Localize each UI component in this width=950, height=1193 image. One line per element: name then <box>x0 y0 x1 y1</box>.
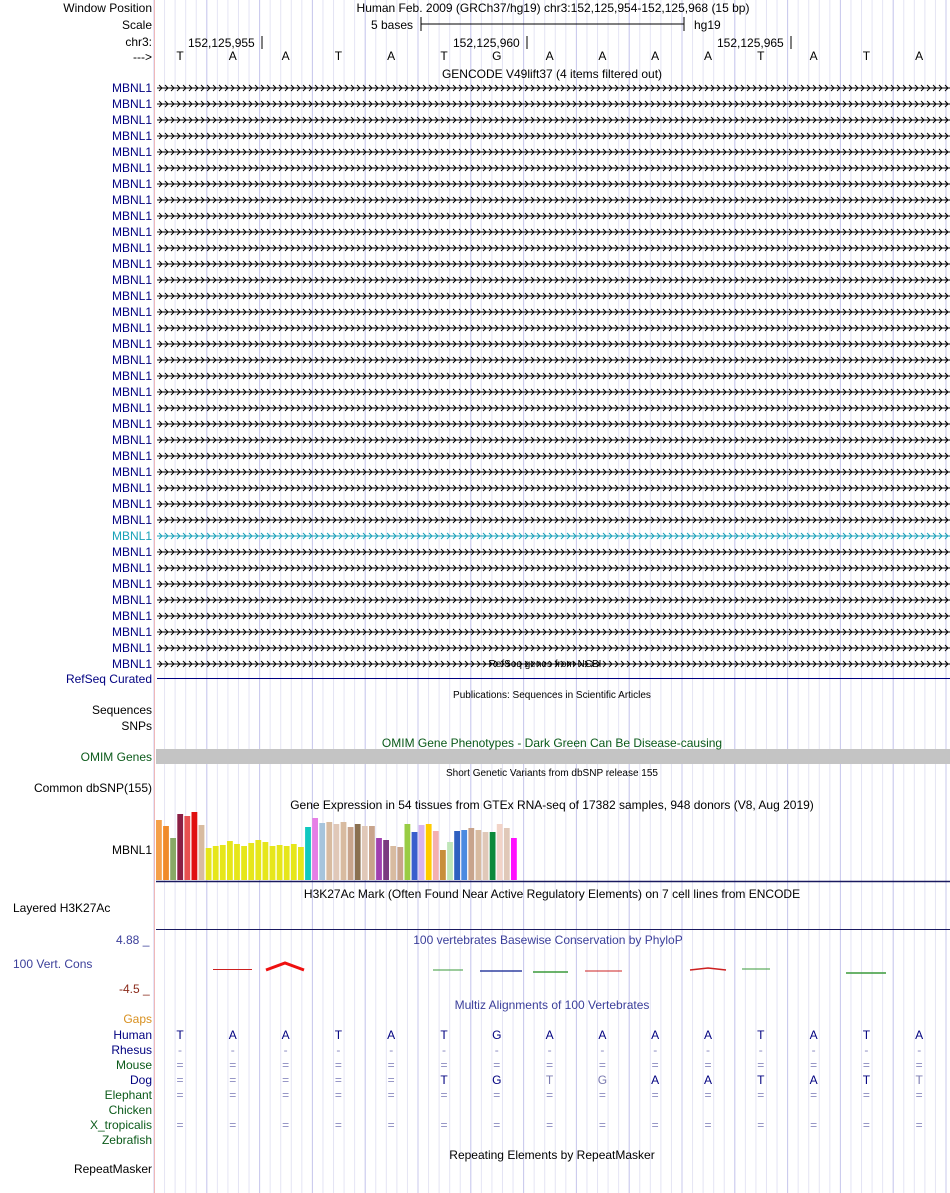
gtex-bar <box>305 827 311 880</box>
alignment-base: - <box>706 1043 710 1057</box>
alignment-base: = <box>493 1118 501 1132</box>
alignment-base: = <box>334 1088 342 1102</box>
alignment-base: T <box>862 1073 871 1087</box>
gtex-bar <box>483 832 489 880</box>
alignment-base: = <box>915 1118 923 1132</box>
h3k27ac-track-label[interactable]: Layered H3K27Ac <box>13 901 111 915</box>
gencode-gene-label[interactable]: MBNL1 <box>111 257 152 271</box>
alignment-base: = <box>704 1058 712 1072</box>
gtex-bar <box>163 826 169 880</box>
omim-track-label[interactable]: OMIM Genes <box>80 750 152 764</box>
gencode-gene-label[interactable]: MBNL1 <box>111 577 152 591</box>
alignment-base: = <box>704 1118 712 1132</box>
alignment-base: = <box>810 1118 818 1132</box>
alignment-base: - <box>758 1043 763 1057</box>
alignment-base: = <box>176 1088 184 1102</box>
alignment-base: T <box>440 1028 448 1042</box>
alignment-base: = <box>334 1118 342 1132</box>
alignment-base: - <box>389 1043 394 1057</box>
multiz-species-label[interactable]: Elephant <box>104 1088 152 1102</box>
dbsnp-track-title[interactable]: Short Genetic Variants from dbSNP release 155 <box>446 768 658 779</box>
gtex-bar <box>199 825 205 880</box>
gtex-bar <box>206 848 212 880</box>
base-letter: T <box>176 49 184 63</box>
phylop-peak <box>266 963 304 970</box>
gtex-bar <box>369 826 375 880</box>
gtex-bar <box>412 832 418 880</box>
gtex-bar <box>255 840 261 880</box>
base-letter: A <box>228 49 237 63</box>
phylop-track-label[interactable]: 100 Vert. Cons <box>13 957 93 971</box>
gencode-gene-label[interactable]: MBNL1 <box>111 225 152 239</box>
alignment-base: = <box>915 1058 923 1072</box>
scale-label: Scale <box>121 18 152 32</box>
gtex-bar <box>170 838 176 880</box>
gencode-gene-label[interactable]: MBNL1 <box>111 289 152 303</box>
alignment-base: = <box>440 1088 448 1102</box>
alignment-base: = <box>282 1073 290 1087</box>
gtex-bar <box>490 832 496 880</box>
alignment-base: = <box>704 1088 712 1102</box>
alignment-base: = <box>493 1088 501 1102</box>
gtex-bar <box>426 824 432 880</box>
phylop-max-label: 4.88 _ <box>116 933 150 947</box>
gtex-bar <box>156 820 162 880</box>
base-letter: A <box>387 49 396 63</box>
alignment-base: T <box>440 1073 448 1087</box>
alignment-base: T <box>176 1028 184 1042</box>
gencode-gene-label[interactable]: MBNL1 <box>111 497 152 511</box>
gencode-gene-label[interactable]: MBNL1 <box>111 321 152 335</box>
alignment-base: = <box>387 1058 395 1072</box>
chrom-label: chr3: <box>125 35 152 49</box>
alignment-base: = <box>334 1073 342 1087</box>
repeatmasker-track-label[interactable]: RepeatMasker <box>73 1162 152 1176</box>
alignment-base: T <box>545 1073 554 1087</box>
gtex-bar <box>277 845 283 880</box>
gencode-gene-label[interactable]: MBNL1 <box>111 337 152 351</box>
alignment-base: A <box>809 1028 818 1042</box>
alignment-base: - <box>600 1043 605 1057</box>
gencode-gene-label[interactable]: MBNL1 <box>111 241 152 255</box>
refseq-track-label[interactable]: RefSeq Curated <box>65 672 152 686</box>
sequences-track-label[interactable]: Sequences <box>91 703 152 717</box>
gencode-gene-label[interactable]: MBNL1 <box>111 449 152 463</box>
assembly-label: hg19 <box>694 18 721 32</box>
alignment-base: = <box>651 1088 659 1102</box>
position-tick-label: 152,125,955 <box>188 36 255 50</box>
alignment-base: = <box>862 1058 870 1072</box>
alignment-base: T <box>757 1073 765 1087</box>
alignment-base: = <box>176 1058 184 1072</box>
gtex-bar <box>390 846 396 880</box>
dbsnp-track-label[interactable]: Common dbSNP(155) <box>33 781 152 795</box>
alignment-base: = <box>176 1118 184 1132</box>
alignment-base: = <box>862 1118 870 1132</box>
alignment-base: - <box>230 1043 235 1057</box>
alignment-base: G <box>597 1073 608 1087</box>
position-tick-label: 152,125,960 <box>453 36 520 50</box>
strand-label: ---> <box>133 50 152 64</box>
alignment-base: = <box>440 1118 448 1132</box>
alignment-base: = <box>598 1058 606 1072</box>
alignment-base: = <box>546 1058 554 1072</box>
gencode-gene-label[interactable]: MBNL1 <box>111 81 152 95</box>
gencode-gene-label[interactable]: MBNL1 <box>111 161 152 175</box>
gencode-gene-label[interactable]: MBNL1 <box>111 433 152 447</box>
alignment-base: - <box>864 1043 869 1057</box>
phylop-min-label: -4.5 _ <box>119 982 150 996</box>
alignment-base: = <box>229 1073 237 1087</box>
alignment-base: = <box>387 1088 395 1102</box>
alignment-base: = <box>598 1118 606 1132</box>
gtex-bar <box>177 814 183 880</box>
alignment-base: T <box>757 1028 765 1042</box>
alignment-base: A <box>598 1028 607 1042</box>
gtex-bar <box>383 840 389 880</box>
gtex-bar <box>497 824 503 880</box>
base-letter: A <box>281 49 290 63</box>
multiz-species-label[interactable]: Chicken <box>108 1103 152 1117</box>
gtex-bar <box>234 844 240 880</box>
alignment-base: = <box>862 1088 870 1102</box>
gencode-track-title[interactable]: GENCODE V49lift37 (4 items filtered out) <box>441 67 663 81</box>
gtex-bar <box>241 846 247 880</box>
gencode-gene-label[interactable]: MBNL1 <box>111 193 152 207</box>
gtex-bar <box>298 847 304 880</box>
alignment-base: - <box>494 1043 499 1057</box>
scale-text: 5 bases <box>371 18 414 32</box>
base-letter: T <box>757 49 765 63</box>
gtex-bar <box>376 838 382 880</box>
alignment-base: = <box>810 1058 818 1072</box>
alignment-base: - <box>917 1043 922 1057</box>
gtex-bar <box>334 824 340 880</box>
alignment-base: A <box>703 1073 713 1087</box>
base-letter: T <box>334 49 343 63</box>
gtex-bar <box>419 825 425 880</box>
alignment-base: G <box>492 1028 502 1042</box>
gencode-gene-label[interactable]: MBNL1 <box>111 529 152 543</box>
gtex-bar <box>461 830 467 880</box>
gencode-gene-label[interactable]: MBNL1 <box>111 481 152 495</box>
gtex-bar <box>326 822 332 880</box>
gtex-bar <box>220 845 226 880</box>
alignment-base: = <box>176 1073 184 1087</box>
multiz-track-title[interactable]: Multiz Alignments of 100 Vertebrates <box>454 998 650 1012</box>
alignment-base: A <box>651 1028 660 1042</box>
gencode-gene-label[interactable]: MBNL1 <box>111 465 152 479</box>
alignment-base: A <box>228 1028 237 1042</box>
alignment-base: = <box>546 1088 554 1102</box>
gencode-gene-label[interactable]: MBNL1 <box>111 353 152 367</box>
gencode-gene-label[interactable]: MBNL1 <box>111 401 152 415</box>
alignment-base: = <box>757 1058 765 1072</box>
alignment-base: A <box>651 1073 660 1087</box>
alignment-base: = <box>387 1118 395 1132</box>
window-position-label: Window Position <box>63 1 152 15</box>
alignment-base: A <box>809 1073 818 1087</box>
gtex-bar <box>213 846 219 880</box>
position-tick-label: 152,125,965 <box>717 36 784 50</box>
gencode-gene-label[interactable]: MBNL1 <box>111 97 152 111</box>
multiz-species-label[interactable]: Human <box>113 1028 152 1042</box>
gtex-bar <box>397 847 403 880</box>
base-letter: A <box>545 49 554 63</box>
alignment-base: = <box>757 1118 765 1132</box>
alignment-base: = <box>282 1118 290 1132</box>
gencode-gene-label[interactable]: MBNL1 <box>111 561 152 575</box>
base-letter: A <box>598 49 607 63</box>
gencode-gene-label[interactable]: MBNL1 <box>111 369 152 383</box>
gtex-bar <box>263 842 269 880</box>
alignment-base: = <box>493 1058 501 1072</box>
multiz-species-label[interactable]: X_tropicalis <box>89 1118 152 1132</box>
gencode-gene-label[interactable]: MBNL1 <box>111 305 152 319</box>
alignment-base: = <box>229 1118 237 1132</box>
alignment-base: A <box>281 1028 290 1042</box>
alignment-base: = <box>387 1073 395 1087</box>
gtex-bar <box>227 841 233 880</box>
gencode-gene-label[interactable]: MBNL1 <box>111 129 152 143</box>
base-letter: A <box>651 49 660 63</box>
gtex-bar <box>355 824 361 880</box>
gencode-gene-label[interactable]: MBNL1 <box>111 177 152 191</box>
alignment-base: T <box>915 1073 923 1087</box>
gtex-bar <box>447 842 453 880</box>
gencode-gene-label[interactable]: MBNL1 <box>111 657 152 671</box>
alignment-base: A <box>915 1028 924 1042</box>
alignment-base: = <box>757 1088 765 1102</box>
alignment-base: = <box>810 1088 818 1102</box>
gtex-bar <box>433 831 439 880</box>
gtex-bar <box>319 823 325 880</box>
alignment-base: - <box>811 1043 816 1057</box>
gencode-gene-label[interactable]: MBNL1 <box>111 385 152 399</box>
gtex-bar <box>192 812 198 880</box>
publications-track-title[interactable]: Publications: Sequences in Scientific Articles <box>453 690 651 701</box>
alignment-base: A <box>387 1028 396 1042</box>
gencode-gene-label[interactable]: MBNL1 <box>111 593 152 607</box>
gtex-bar <box>341 822 347 880</box>
gtex-bar <box>291 844 297 880</box>
gtex-bar <box>511 838 517 880</box>
gencode-gene-label[interactable]: MBNL1 <box>111 417 152 431</box>
alignment-base: T <box>334 1028 343 1042</box>
gencode-gene-label[interactable]: MBNL1 <box>111 209 152 223</box>
gencode-gene-label[interactable]: MBNL1 <box>111 113 152 127</box>
alignment-base: = <box>282 1088 290 1102</box>
gtex-bar <box>284 846 290 880</box>
gencode-gene-label[interactable]: MBNL1 <box>111 273 152 287</box>
omim-band <box>156 749 950 764</box>
alignment-base: - <box>547 1043 552 1057</box>
gencode-gene-label[interactable]: MBNL1 <box>111 641 152 655</box>
alignment-base: - <box>283 1043 288 1057</box>
gtex-bar <box>248 843 254 880</box>
gtex-bar <box>312 818 318 880</box>
gencode-gene-label[interactable]: MBNL1 <box>111 513 152 527</box>
gtex-bar <box>454 831 460 880</box>
phylop-track-title[interactable]: 100 vertebrates Basewise Conservation by PhyloP <box>413 933 683 947</box>
gaps-label: Gaps <box>123 1012 152 1026</box>
alignment-base: - <box>442 1043 446 1057</box>
alignment-base: G <box>492 1073 502 1087</box>
alignment-base: = <box>915 1088 923 1102</box>
alignment-base: = <box>229 1058 237 1072</box>
gtex-gene-label[interactable]: MBNL1 <box>111 843 152 857</box>
alignment-base: - <box>178 1043 182 1057</box>
alignment-base: = <box>651 1118 659 1132</box>
window-position-text: Human Feb. 2009 (GRCh37/hg19) chr3:152,125,954-152,125,968 (15 bp) <box>356 1 750 15</box>
alignment-base: = <box>546 1118 554 1132</box>
alignment-base: = <box>651 1058 659 1072</box>
gtex-bar <box>362 826 368 880</box>
gencode-gene-label[interactable]: MBNL1 <box>111 545 152 559</box>
base-letter: A <box>809 49 818 63</box>
alignment-base: = <box>229 1088 237 1102</box>
gtex-track-title[interactable]: Gene Expression in 54 tissues from GTEx RNA-seq of 17382 samples, 948 donors (V8, Aug 2019) <box>290 798 814 812</box>
gtex-bar <box>184 816 190 880</box>
refseq-track-title[interactable]: RefSeq genes from NCBI <box>488 659 602 670</box>
gtex-bar <box>405 824 411 880</box>
multiz-species-label[interactable]: Rhesus <box>111 1043 152 1057</box>
base-letter: A <box>915 49 924 63</box>
base-letter: A <box>703 49 713 63</box>
alignment-base: T <box>862 1028 871 1042</box>
gencode-gene-label[interactable]: MBNL1 <box>111 609 152 623</box>
base-letter: G <box>492 49 502 63</box>
omim-track-title[interactable]: OMIM Gene Phenotypes - Dark Green Can Be Disease-causing <box>381 736 723 750</box>
alignment-base: = <box>440 1058 448 1072</box>
gtex-bar <box>270 846 276 880</box>
alignment-base: = <box>282 1058 290 1072</box>
base-letter: T <box>440 49 448 63</box>
base-letter: T <box>862 49 871 63</box>
gtex-bar <box>440 850 446 880</box>
gtex-bar <box>468 828 474 880</box>
multiz-species-label[interactable]: Mouse <box>115 1058 152 1072</box>
h3k27ac-track-title[interactable]: H3K27Ac Mark (Often Found Near Active Regulatory Elements) on 7 cell lines from ENCODE <box>303 887 801 901</box>
gtex-bar <box>504 828 510 880</box>
phylop-signal <box>690 968 726 970</box>
alignment-base: = <box>334 1058 342 1072</box>
snps-track-label[interactable]: SNPs <box>121 719 152 733</box>
alignment-base: = <box>598 1088 606 1102</box>
multiz-species-label[interactable]: Zebrafish <box>101 1133 152 1147</box>
gtex-bar <box>348 827 354 880</box>
alignment-base: - <box>653 1043 658 1057</box>
gencode-gene-label[interactable]: MBNL1 <box>111 625 152 639</box>
multiz-species-label[interactable]: Dog <box>129 1073 152 1087</box>
alignment-base: - <box>336 1043 341 1057</box>
gencode-gene-label[interactable]: MBNL1 <box>111 145 152 159</box>
gtex-bar <box>476 830 482 880</box>
alignment-base: A <box>545 1028 554 1042</box>
repeatmasker-track-title[interactable]: Repeating Elements by RepeatMasker <box>449 1148 655 1162</box>
alignment-base: A <box>703 1028 713 1042</box>
